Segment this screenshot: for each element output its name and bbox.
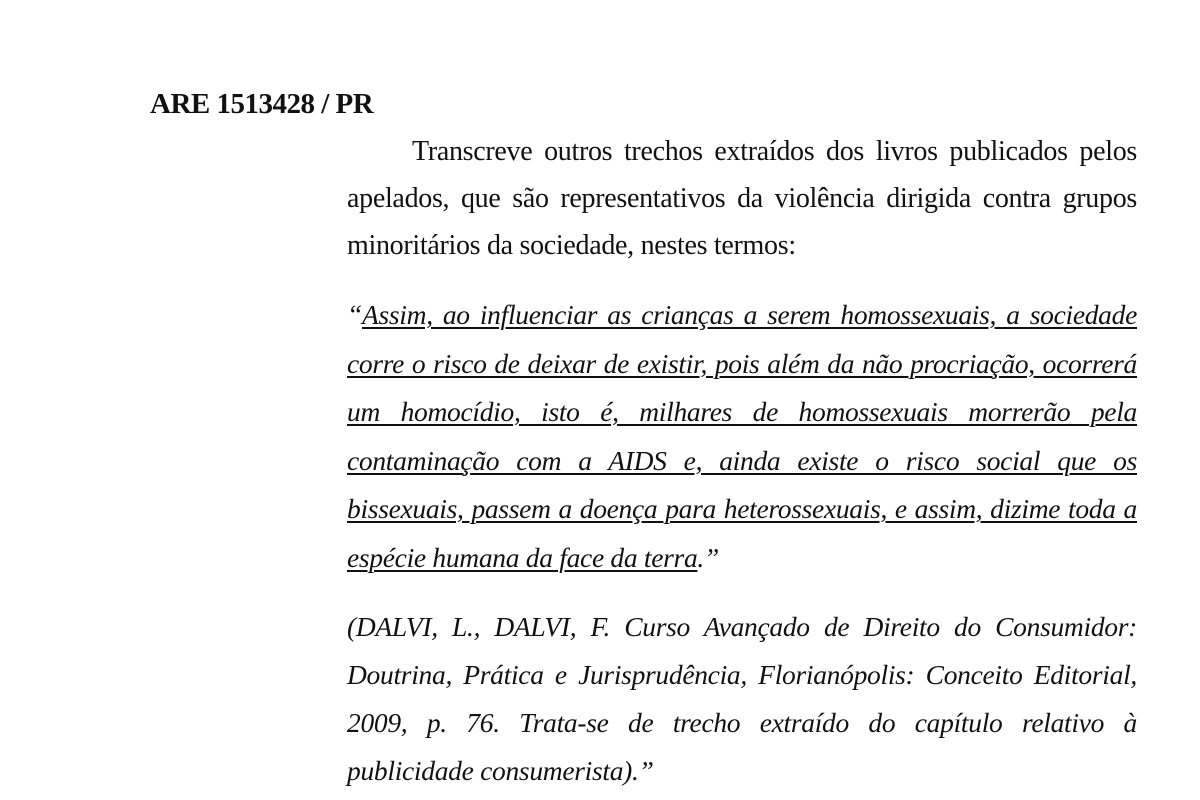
quote-close-mark: .” — [697, 541, 719, 573]
quote-open-mark: “ — [347, 299, 362, 330]
case-number-header: ARE 1513428 / PR — [150, 88, 374, 120]
bibliographic-citation: (DALVI, L., DALVI, F. Curso Avançado de Direito do Consumidor: Doutrina, Prática e Jurisprudência, Florianópolis: Conceito Editorial, 2009, p. 76. Trata-se de trecho extraído do capítulo relativo à publicidade consumerista).” — [347, 611, 1137, 786]
intro-paragraph: Transcreve outros trechos extraídos dos livros publicados pelos apelados, que são representativos da violência dirigida contra grupos minoritários da sociedade, nestes termos: — [347, 136, 1137, 261]
quoted-excerpt — [347, 291, 1137, 582]
quote-underlined-text: Assim, ao influenciar as crianças a serem homossexuais, a sociedade corre o risco de deixar de existir, pois além da não procriação, ocorrerá um homocídio, isto é, milhares de homossexuais morrerão pela contaminação com a AIDS e, ainda existe o risco social que os bissexuais, passem a doença para heterossexuais, e assim, dizime toda a espécie humana da face da terra — [347, 299, 1137, 573]
